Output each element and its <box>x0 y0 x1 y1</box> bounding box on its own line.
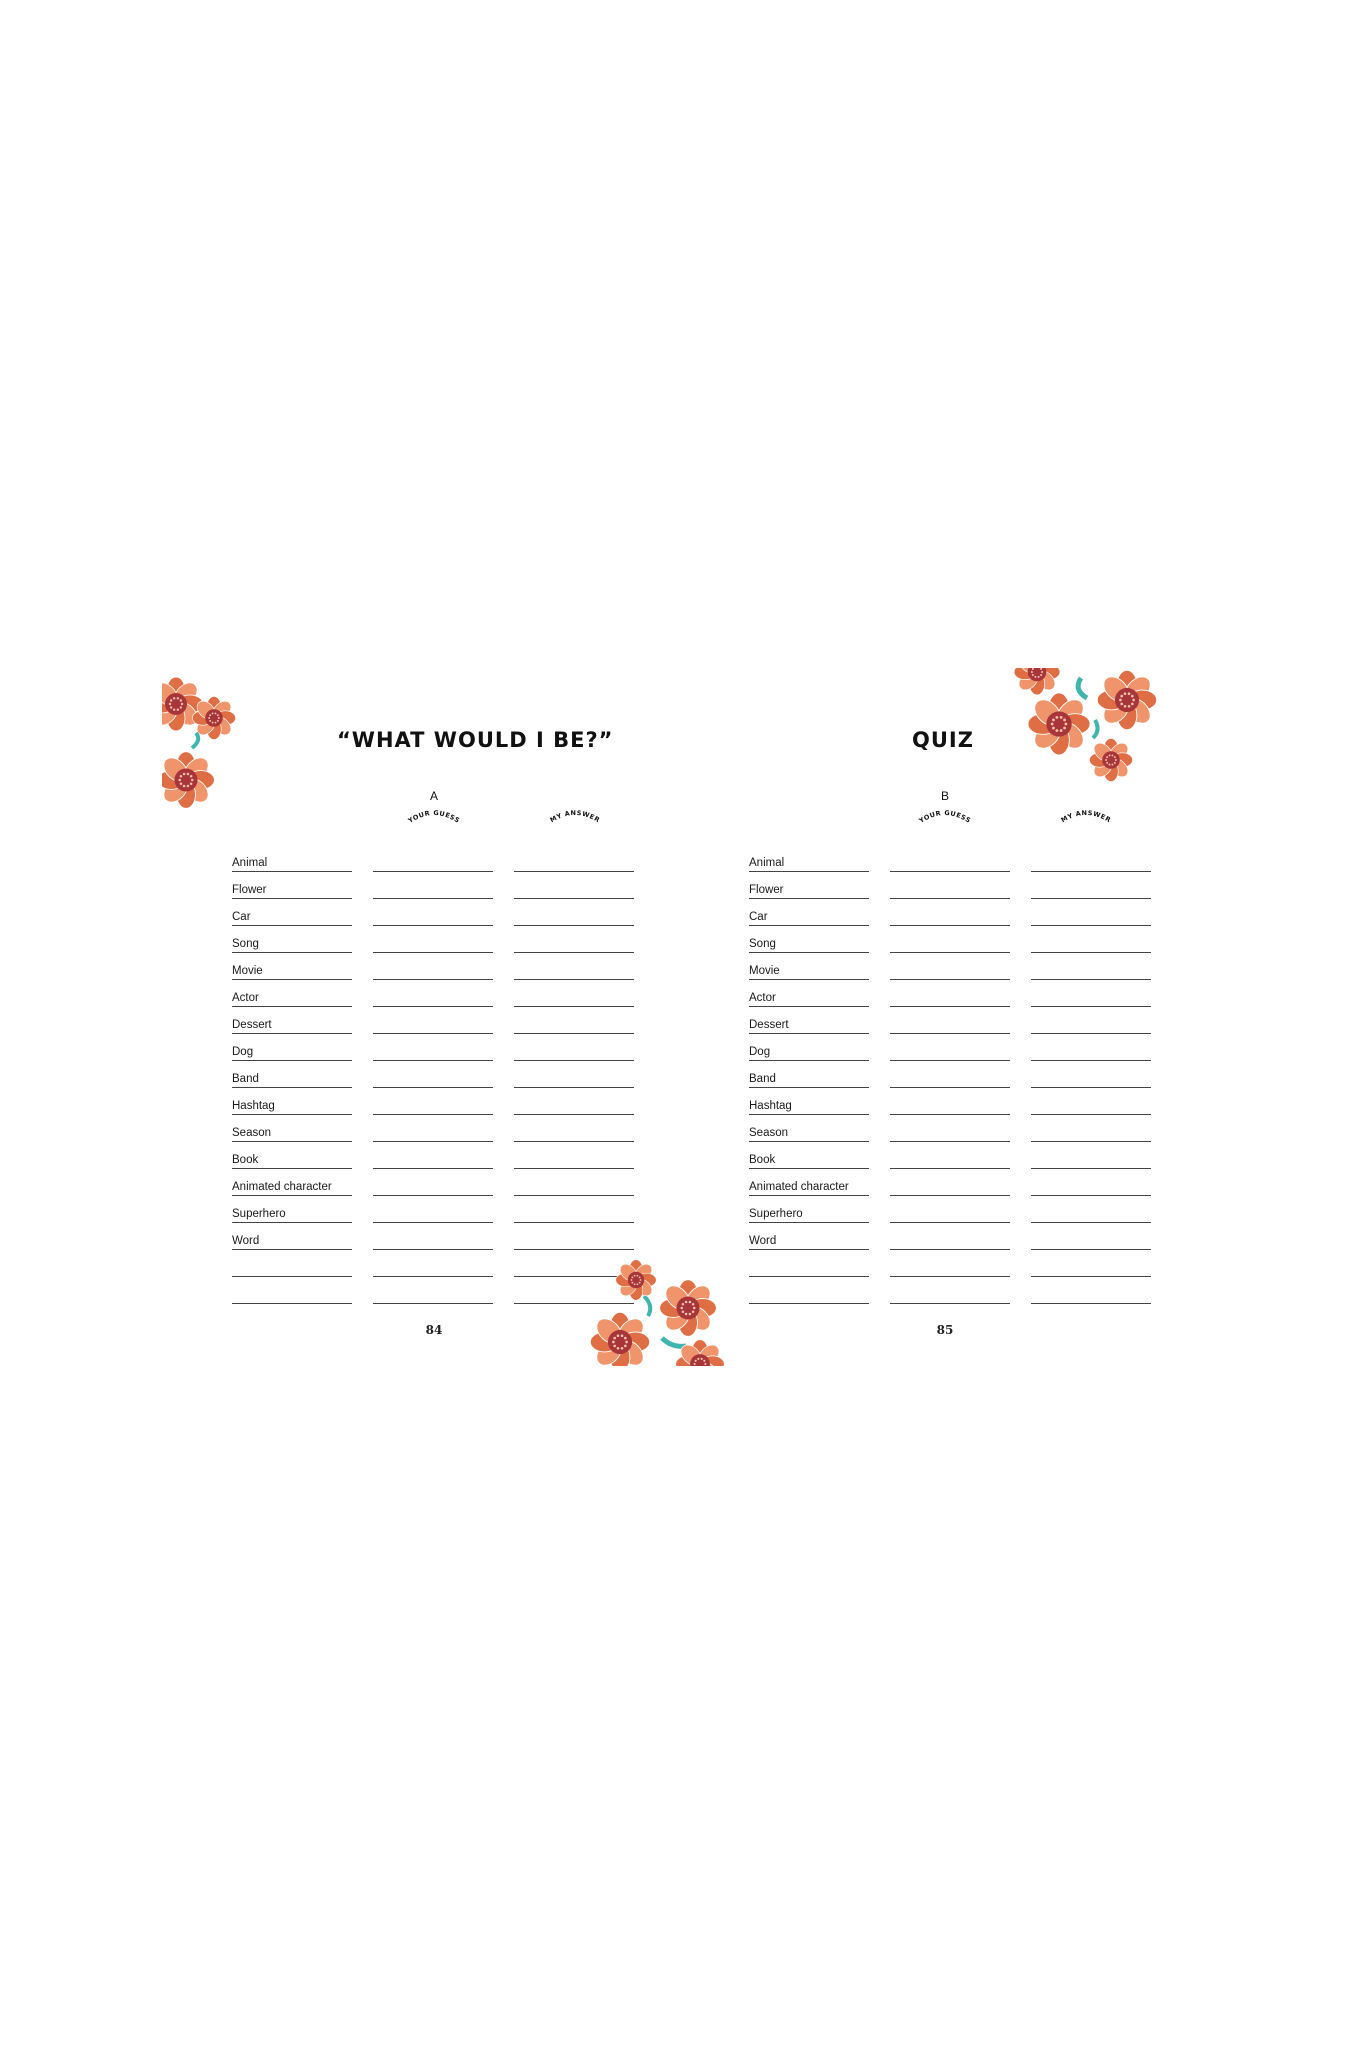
category-label: Animal <box>232 857 268 869</box>
category-label: Band <box>749 1073 776 1085</box>
my-answer-line[interactable] <box>514 1196 634 1223</box>
my-answer-line[interactable] <box>1031 1142 1151 1169</box>
my-answer-line[interactable] <box>1031 1034 1151 1061</box>
page-title: QUIZ <box>912 728 974 752</box>
your-guess-line[interactable] <box>890 953 1010 980</box>
your-guess-line[interactable] <box>890 1142 1010 1169</box>
your-guess-line[interactable] <box>890 1061 1010 1088</box>
my-answer-line[interactable] <box>1031 1169 1151 1196</box>
my-answer-line[interactable] <box>1031 1007 1151 1034</box>
your-guess-line[interactable] <box>373 845 493 872</box>
category-label: Actor <box>749 992 776 1004</box>
category-label: Book <box>232 1154 259 1166</box>
your-guess-column-header <box>394 800 474 830</box>
left-page <box>162 668 679 1366</box>
flower-icon <box>192 696 235 739</box>
category-line <box>749 1061 869 1088</box>
flower-icon <box>1028 693 1090 755</box>
svg-text:MY ANSWER: MY ANSWER <box>548 808 602 825</box>
your-guess-line[interactable] <box>890 845 1010 872</box>
flower-icon <box>676 1340 725 1366</box>
category-line <box>749 1250 869 1277</box>
my-answer-line[interactable] <box>1031 953 1151 980</box>
my-answer-line[interactable] <box>1031 926 1151 953</box>
category-line <box>232 1277 352 1304</box>
category-line <box>232 1088 352 1115</box>
my-answer-line[interactable] <box>514 926 634 953</box>
your-guess-line[interactable] <box>373 1115 493 1142</box>
category-label: Car <box>232 911 251 923</box>
your-guess-line[interactable] <box>890 1007 1010 1034</box>
your-guess-line[interactable] <box>890 1115 1010 1142</box>
category-line <box>749 953 869 980</box>
my-answer-line[interactable] <box>1031 980 1151 1007</box>
category-label: Movie <box>749 965 780 977</box>
category-label: Dog <box>749 1046 771 1058</box>
flower-icon <box>660 1280 717 1337</box>
my-answer-line[interactable] <box>514 1115 634 1142</box>
category-label: Superhero <box>232 1208 286 1220</box>
category-label: Animal <box>749 857 785 869</box>
your-guess-column-header <box>905 800 985 830</box>
my-answer-line[interactable] <box>514 980 634 1007</box>
category-line <box>232 1250 352 1277</box>
category-line <box>749 1277 869 1304</box>
my-answer-line[interactable] <box>514 1169 634 1196</box>
svg-text:YOUR GUESS: YOUR GUESS <box>406 808 462 825</box>
flower-icon <box>1089 738 1132 781</box>
flower-icon <box>616 1260 657 1301</box>
category-line <box>232 1115 352 1142</box>
category-line <box>749 980 869 1007</box>
my-answer-line[interactable] <box>514 845 634 872</box>
my-answer-line[interactable] <box>514 872 634 899</box>
your-guess-line[interactable] <box>890 1169 1010 1196</box>
your-guess-line[interactable] <box>890 1250 1010 1277</box>
your-guess-line[interactable] <box>373 953 493 980</box>
your-guess-line[interactable] <box>890 899 1010 926</box>
your-guess-line[interactable] <box>373 1061 493 1088</box>
category-line <box>749 1169 869 1196</box>
your-guess-line[interactable] <box>373 1142 493 1169</box>
your-guess-line[interactable] <box>890 872 1010 899</box>
category-label: Book <box>749 1154 776 1166</box>
category-label: Word <box>749 1235 777 1247</box>
right-page <box>679 668 1196 1366</box>
category-label: Actor <box>232 992 259 1004</box>
flower-icon <box>162 752 214 809</box>
my-answer-line[interactable] <box>1031 1088 1151 1115</box>
category-line <box>749 1007 869 1034</box>
section-letter: B <box>940 789 949 803</box>
category-label: Season <box>232 1127 272 1139</box>
flower-illustration-top-right <box>1009 668 1169 778</box>
category-label: Word <box>232 1235 260 1247</box>
flower-illustration-top-left <box>162 668 242 813</box>
category-label: Dessert <box>749 1019 789 1031</box>
category-line <box>749 1034 869 1061</box>
section-letter: A <box>429 789 438 803</box>
category-line <box>232 1142 352 1169</box>
my-answer-line[interactable] <box>1031 845 1151 872</box>
category-label: Flower <box>232 884 267 896</box>
category-line <box>749 899 869 926</box>
your-guess-line[interactable] <box>373 1007 493 1034</box>
your-guess-line[interactable] <box>890 980 1010 1007</box>
category-line <box>232 1223 352 1250</box>
category-label: Car <box>749 911 768 923</box>
your-guess-line[interactable] <box>373 926 493 953</box>
your-guess-line[interactable] <box>890 1277 1010 1304</box>
category-label: Movie <box>232 965 263 977</box>
my-answer-line[interactable] <box>514 1061 634 1088</box>
book-spread <box>162 668 1196 1366</box>
flower-illustration-bottom-center <box>582 1266 742 1366</box>
category-line <box>232 980 352 1007</box>
my-answer-column-header <box>535 800 615 830</box>
category-line <box>232 1196 352 1223</box>
category-line <box>232 1034 352 1061</box>
your-guess-line[interactable] <box>373 872 493 899</box>
my-answer-line[interactable] <box>514 1088 634 1115</box>
my-answer-line[interactable] <box>514 1034 634 1061</box>
category-line <box>749 1142 869 1169</box>
category-label: Song <box>749 938 776 950</box>
your-guess-line[interactable] <box>373 980 493 1007</box>
category-line <box>749 1088 869 1115</box>
your-guess-line[interactable] <box>373 899 493 926</box>
my-answer-line[interactable] <box>1031 1223 1151 1250</box>
category-line <box>232 953 352 980</box>
category-line <box>749 926 869 953</box>
your-guess-line[interactable] <box>373 1250 493 1277</box>
category-line <box>232 926 352 953</box>
your-guess-line[interactable] <box>890 1088 1010 1115</box>
category-line <box>749 1115 869 1142</box>
svg-text:MY ANSWER: MY ANSWER <box>1059 808 1113 825</box>
my-answer-line[interactable] <box>1031 1061 1151 1088</box>
category-line <box>232 1061 352 1088</box>
your-guess-line[interactable] <box>373 1169 493 1196</box>
flower-icon <box>1097 670 1156 729</box>
my-answer-line[interactable] <box>514 1007 634 1034</box>
my-answer-column-header <box>1046 800 1126 830</box>
category-line <box>749 872 869 899</box>
my-answer-line[interactable] <box>1031 872 1151 899</box>
my-answer-line[interactable] <box>514 1142 634 1169</box>
category-label: Superhero <box>749 1208 803 1220</box>
category-label: Season <box>749 1127 789 1139</box>
your-guess-line[interactable] <box>890 1196 1010 1223</box>
category-label: Hashtag <box>749 1100 792 1112</box>
category-label: Band <box>232 1073 259 1085</box>
my-answer-line[interactable] <box>1031 1250 1151 1277</box>
category-label: Dog <box>232 1046 254 1058</box>
category-label: Animated character <box>749 1181 849 1193</box>
category-label: Hashtag <box>232 1100 275 1112</box>
my-answer-line[interactable] <box>1031 1196 1151 1223</box>
category-line <box>749 1196 869 1223</box>
flower-icon <box>590 1312 649 1366</box>
my-answer-line[interactable] <box>1031 899 1151 926</box>
category-line <box>232 845 352 872</box>
my-answer-line[interactable] <box>1031 1115 1151 1142</box>
category-line <box>749 845 869 872</box>
my-answer-line[interactable] <box>1031 1277 1151 1304</box>
page-number: 85 <box>936 1323 954 1337</box>
your-guess-line[interactable] <box>373 1088 493 1115</box>
my-answer-line[interactable] <box>514 899 634 926</box>
svg-text:YOUR GUESS: YOUR GUESS <box>917 808 973 825</box>
your-guess-line[interactable] <box>890 1223 1010 1250</box>
category-line <box>232 1169 352 1196</box>
category-line <box>749 1223 869 1250</box>
category-line <box>232 899 352 926</box>
my-answer-line[interactable] <box>514 1223 634 1250</box>
category-label: Dessert <box>232 1019 272 1031</box>
category-line <box>232 1007 352 1034</box>
page-number: 84 <box>425 1323 443 1337</box>
category-label: Flower <box>749 884 784 896</box>
your-guess-line[interactable] <box>373 1196 493 1223</box>
your-guess-line[interactable] <box>373 1277 493 1304</box>
your-guess-line[interactable] <box>890 1034 1010 1061</box>
page-title: “WHAT WOULD I BE?” <box>337 728 614 752</box>
category-line <box>232 872 352 899</box>
flower-icon <box>1014 668 1060 695</box>
your-guess-line[interactable] <box>373 1223 493 1250</box>
category-label: Song <box>232 938 259 950</box>
your-guess-line[interactable] <box>373 1034 493 1061</box>
my-answer-line[interactable] <box>514 953 634 980</box>
category-label: Animated character <box>232 1181 332 1193</box>
your-guess-line[interactable] <box>890 926 1010 953</box>
